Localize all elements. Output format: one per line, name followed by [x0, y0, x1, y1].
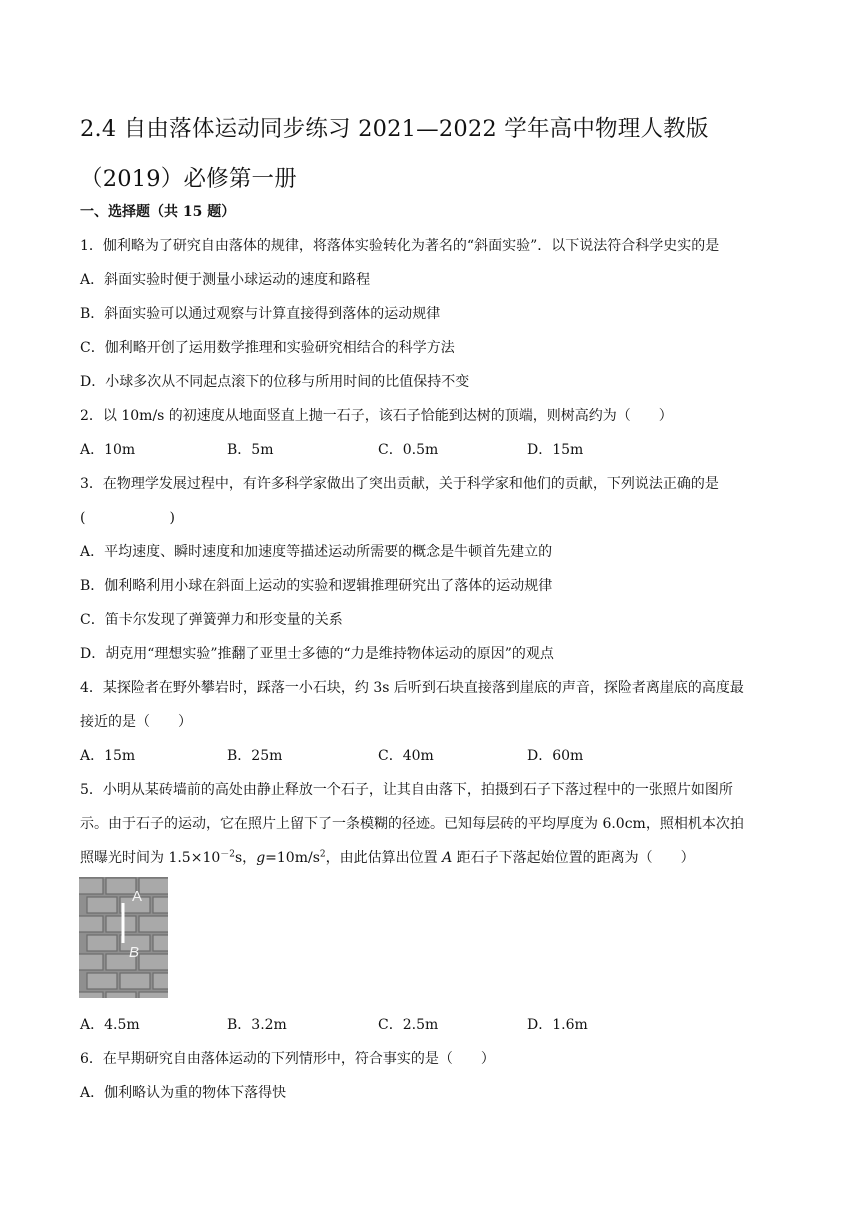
question-3-stem: 3．在物理学发展过程中，有许多科学家做出了突出贡献，关于科学家和他们的贡献，下列说法正确的是: [80, 476, 719, 492]
section-heading: 一、选择题（共 15 题）: [80, 204, 236, 220]
question-5-option-a: A．4.5m: [80, 1017, 140, 1033]
question-1-stem: 1．伽利略为了研究自由落体的规律，将落体实验转化为著名的“斜面实验”．以下说法符合科学史实的是: [80, 238, 720, 254]
question-1-option-d: D．小球多次从不同起点滚下的位移与所用时间的比值保持不变: [80, 374, 470, 390]
question-2-option-b: B．5m: [227, 442, 274, 458]
question-4-option-d: D．60m: [527, 748, 584, 764]
question-3-option-a: A．平均速度、瞬时速度和加速度等描述运动所需要的概念是牛顿首先建立的: [80, 544, 553, 560]
question-4-option-a: A．15m: [80, 748, 136, 764]
question-5-stem-cont: 示。由于石子的运动，它在照片上留下了一条模糊的径迹。已知每层砖的平均厚度为 6.0cm，照相机本次拍: [80, 816, 744, 832]
question-3-stem-cont: ( ): [80, 510, 175, 526]
document-title: 2.4 自由落体运动同步练习 2021—2022 学年高中物理人教版（2019）必修第一册: [80, 116, 709, 192]
question-2-option-d: D．15m: [527, 442, 584, 458]
question-1-option-a: A．斜面实验时便于测量小球运动的速度和路程: [80, 272, 371, 288]
question-5-option-b: B．3.2m: [227, 1017, 287, 1033]
question-3-option-d: D．胡克用“理想实验”推翻了亚里士多德的“力是维持物体运动的原因”的观点: [80, 646, 554, 662]
question-5-stem-cont-2: 照曝光时间为 $1.5\times 10^{-2}s$，$g=10m/s^2$，由此估算出位置 A 距石子下落起始位置的距离为（ ）: [80, 849, 695, 866]
question-3-option-c: C．笛卡尔发现了弹簧弹力和形变量的关系: [80, 612, 343, 628]
question-2-option-c: C．0.5m: [378, 442, 439, 458]
question-3-option-b: B．伽利略利用小球在斜面上运动的实验和逻辑推理研究出了落体的运动规律: [80, 578, 553, 594]
question-4-stem: 4．某探险者在野外攀岩时，踩落一小石块，约 3s 后听到石块直接落到崖底的声音，探险者离崖底的高度最: [80, 680, 744, 696]
question-5-stem: 5．小明从某砖墙前的高处由静止释放一个石子，让其自由落下，拍摄到石子下落过程中的一张照片如图所: [80, 782, 733, 798]
question-6-option-a: A．伽利略认为重的物体下落得快: [80, 1085, 287, 1101]
question-6-stem: 6．在早期研究自由落体运动的下列情形中，符合事实的是（ ）: [80, 1051, 495, 1067]
question-1-option-b: B．斜面实验可以通过观察与计算直接得到落体的运动规律: [80, 306, 441, 322]
photo-label-a: A: [132, 888, 143, 905]
question-1-option-c: C．伽利略开创了运用数学推理和实验研究相结合的科学方法: [80, 340, 455, 356]
question-4-stem-cont: 接近的是（ ）: [80, 714, 192, 730]
question-2-option-a: A．10m: [80, 442, 136, 458]
photo-label-b: B: [129, 944, 140, 961]
question-4-option-b: B．25m: [227, 748, 283, 764]
question-2-stem: 2．以 10m/s 的初速度从地面竖直上抛一石子，该石子恰能到达树的顶端，则树高约为（ ）: [80, 408, 673, 424]
question-5-option-c: C．2.5m: [378, 1017, 439, 1033]
brick-wall-photo: [79, 877, 168, 998]
question-4-option-c: C．40m: [378, 748, 434, 764]
question-5-option-d: D．1.6m: [527, 1017, 588, 1033]
